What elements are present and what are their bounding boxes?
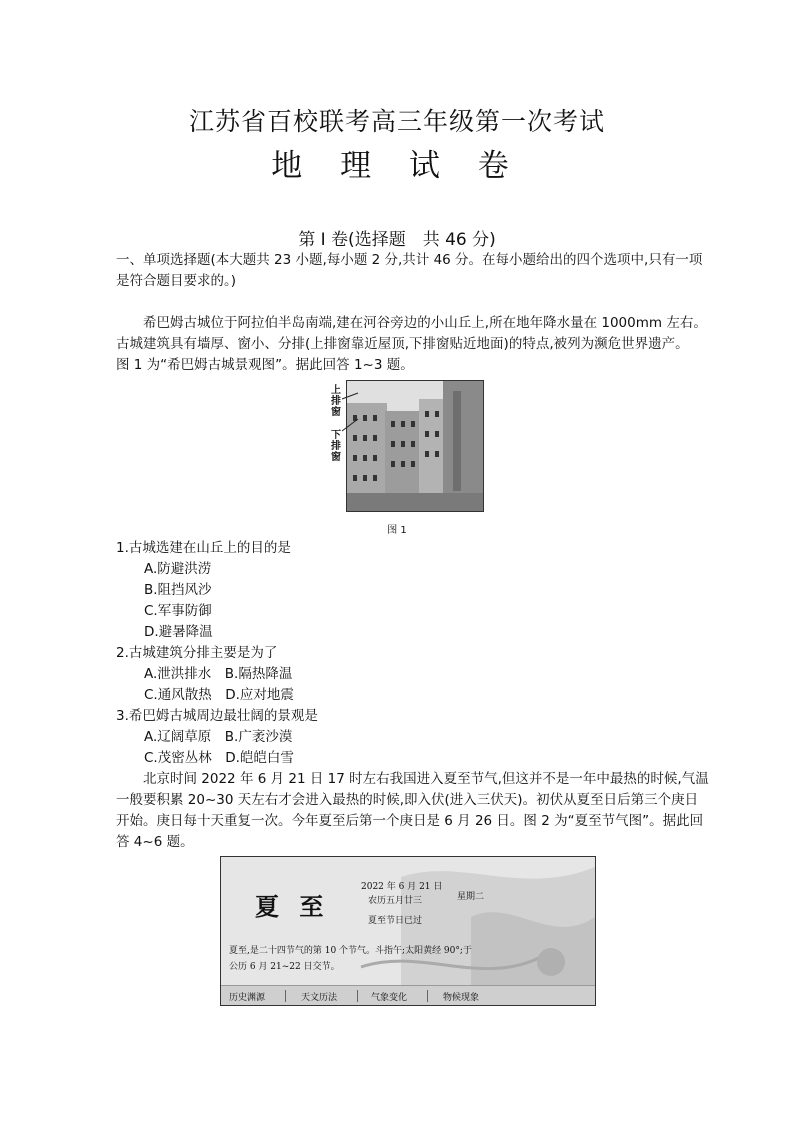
subject-title: 地 理 试 卷 bbox=[271, 148, 523, 184]
summer-solstice-card bbox=[220, 856, 596, 1006]
question-3-options-cd: C.茂密丛林 D.皑皑白雪 bbox=[144, 750, 294, 766]
question-1-stem: 1.古城选建在山丘上的目的是 bbox=[116, 540, 291, 556]
solstice-description-2: 公历 6 月 21~22 日交节。 bbox=[229, 962, 340, 972]
upper-window-label: 上 排 窗 bbox=[331, 385, 341, 418]
instructions-line-2: 是符合题目要求的。) bbox=[116, 273, 237, 289]
section-title: 第 I 卷(选择题 共 46 分) bbox=[298, 230, 496, 250]
passage2-line-2: 一般要积累 20~30 天左右才会进入最热的时候,即入伏(进入三伏天)。初伏从夏至日后第三个庚日 bbox=[116, 792, 699, 808]
tab-divider bbox=[427, 990, 428, 1002]
lower-window-label: 下 排 窗 bbox=[331, 430, 341, 463]
solstice-tab-bar bbox=[221, 985, 595, 1006]
passage1-line-2: 古城建筑具有墙厚、窗小、分排(上排窗靠近屋顶,下排窗贴近地面)的特点,被列为濒危世界遗产。 bbox=[116, 336, 689, 352]
question-1-option-a: A.防避洪涝 bbox=[144, 561, 212, 577]
figure1-caption: 图 1 bbox=[387, 525, 407, 536]
shibam-city-illustration bbox=[347, 381, 483, 511]
question-2-options-cd: C.通风散热 D.应对地震 bbox=[144, 687, 294, 703]
tab-astronomy[interactable]: 天文历法 bbox=[301, 993, 338, 1003]
tab-divider bbox=[285, 990, 286, 1002]
question-3-options-ab: A.辽阔草原 B.广袤沙漠 bbox=[144, 729, 293, 745]
question-3-stem: 3.希巴姆古城周边最壮阔的景观是 bbox=[116, 708, 318, 724]
passage1-line-1: 希巴姆古城位于阿拉伯半岛南端,建在河谷旁边的小山丘上,所在地年降水量在 1000mm 左右。 bbox=[143, 315, 707, 331]
solstice-date: 2022 年 6 月 21 日 bbox=[361, 882, 443, 892]
question-1-option-d: D.避暑降温 bbox=[144, 624, 213, 640]
passage2-line-1: 北京时间 2022 年 6 月 21 日 17 时左右我国进入夏至节气,但这并不是一年中最热的时候,气温 bbox=[143, 771, 709, 787]
solstice-description-1: 夏至,是二十四节气的第 10 个节气。斗指午;太阳黄经 90°;于 bbox=[229, 946, 472, 956]
solstice-status: 夏至节日已过 bbox=[368, 916, 423, 926]
passage2-line-3: 开始。庚日每十天重复一次。今年夏至后第一个庚日是 6 月 26 日。图 2 为“夏至节气图”。据此回 bbox=[116, 813, 704, 829]
tab-divider bbox=[357, 990, 358, 1002]
passage1-line-3: 图 1 为“希巴姆古城景观图”。据此回答 1~3 题。 bbox=[116, 357, 414, 373]
instructions-line-1: 一、单项选择题(本大题共 23 小题,每小题 2 分,共计 46 分。在每小题给出的四个选项中,只有一项 bbox=[116, 252, 703, 268]
label-pointer-lines bbox=[340, 385, 360, 445]
solstice-name: 夏 至 bbox=[255, 892, 330, 921]
question-1-option-b: B.阻挡风沙 bbox=[144, 582, 212, 598]
question-1-option-c: C.军事防御 bbox=[144, 603, 212, 619]
passage2-line-4: 答 4~6 题。 bbox=[116, 834, 194, 850]
tab-phenology[interactable]: 物候现象 bbox=[443, 993, 480, 1003]
tab-history[interactable]: 历史渊源 bbox=[229, 993, 266, 1003]
lunar-date: 农历五月廿三 bbox=[368, 896, 423, 906]
weekday: 星期二 bbox=[457, 892, 485, 902]
question-2-options-ab: A.泄洪排水 B.隔热降温 bbox=[144, 666, 293, 682]
exam-title: 江苏省百校联考高三年级第一次考试 bbox=[188, 107, 605, 136]
question-2-stem: 2.古城建筑分排主要是为了 bbox=[116, 645, 278, 661]
shibam-city-photo bbox=[346, 380, 484, 512]
tab-weather[interactable]: 气象变化 bbox=[371, 993, 408, 1003]
